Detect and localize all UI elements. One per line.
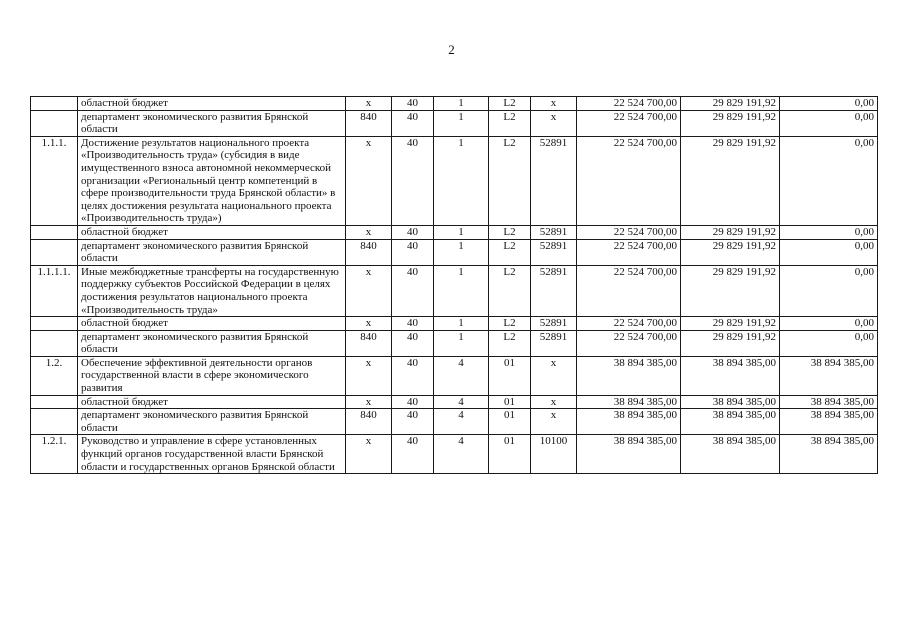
row-amount-1: 38 894 385,00 [577, 356, 681, 395]
row-code-3: 1 [434, 110, 489, 136]
row-amount-2: 29 829 191,92 [681, 265, 780, 316]
row-number: 1.1.1.1. [31, 265, 78, 316]
row-number: 1.2. [31, 356, 78, 395]
table-row [31, 409, 878, 435]
row-amount-1: 22 524 700,00 [577, 225, 681, 239]
row-amount-1: 38 894 385,00 [577, 409, 681, 435]
table-row [31, 330, 878, 356]
table-row [31, 136, 878, 225]
row-amount-3: 0,00 [780, 317, 878, 331]
row-name: Обеспечение эффективной деятельности органов государственной власти в сфере экономического развития [78, 356, 346, 395]
row-code-4: L2 [489, 136, 531, 225]
row-amount-2: 38 894 385,00 [681, 356, 780, 395]
row-code-2: 40 [392, 435, 434, 474]
row-amount-3: 38 894 385,00 [780, 356, 878, 395]
row-amount-2: 38 894 385,00 [681, 395, 780, 409]
row-amount-3: 0,00 [780, 136, 878, 225]
row-code-1: х [346, 136, 392, 225]
row-amount-3: 38 894 385,00 [780, 409, 878, 435]
row-code-4: 01 [489, 356, 531, 395]
table-row [31, 110, 878, 136]
row-code-4: 01 [489, 409, 531, 435]
row-number [31, 239, 78, 265]
row-code-2: 40 [392, 97, 434, 111]
row-amount-2: 29 829 191,92 [681, 136, 780, 225]
row-code-1: х [346, 225, 392, 239]
row-number [31, 110, 78, 136]
row-code-5: х [531, 409, 577, 435]
table-row [31, 97, 878, 111]
row-amount-3: 0,00 [780, 265, 878, 316]
row-code-3: 1 [434, 330, 489, 356]
row-code-4: 01 [489, 395, 531, 409]
row-code-1: 840 [346, 239, 392, 265]
row-name: областной бюджет [78, 97, 346, 111]
row-code-4: L2 [489, 97, 531, 111]
row-amount-1: 22 524 700,00 [577, 265, 681, 316]
row-code-5: х [531, 395, 577, 409]
row-code-2: 40 [392, 225, 434, 239]
row-number [31, 97, 78, 111]
row-code-4: L2 [489, 265, 531, 316]
row-code-1: х [346, 97, 392, 111]
row-name: областной бюджет [78, 225, 346, 239]
row-amount-2: 29 829 191,92 [681, 239, 780, 265]
row-amount-3: 38 894 385,00 [780, 435, 878, 474]
row-amount-2: 29 829 191,92 [681, 317, 780, 331]
row-amount-1: 38 894 385,00 [577, 395, 681, 409]
row-code-4: L2 [489, 317, 531, 331]
row-name: Руководство и управление в сфере установленных функций органов государственной власти Брянской области и государственных органов Брянской области [78, 435, 346, 474]
row-code-5: 52891 [531, 225, 577, 239]
page-number: 2 [448, 42, 455, 57]
row-amount-1: 22 524 700,00 [577, 317, 681, 331]
table-row [31, 395, 878, 409]
row-code-2: 40 [392, 136, 434, 225]
row-amount-3: 0,00 [780, 97, 878, 111]
row-code-3: 1 [434, 317, 489, 331]
row-amount-2: 29 829 191,92 [681, 330, 780, 356]
table-row [31, 225, 878, 239]
row-amount-2: 29 829 191,92 [681, 225, 780, 239]
row-number: 1.1.1. [31, 136, 78, 225]
row-code-1: х [346, 317, 392, 331]
row-name: областной бюджет [78, 317, 346, 331]
row-code-3: 4 [434, 356, 489, 395]
row-amount-1: 22 524 700,00 [577, 239, 681, 265]
row-number: 1.2.1. [31, 435, 78, 474]
row-amount-2: 38 894 385,00 [681, 435, 780, 474]
row-code-1: х [346, 395, 392, 409]
row-code-5: х [531, 110, 577, 136]
row-amount-2: 38 894 385,00 [681, 409, 780, 435]
row-code-3: 4 [434, 409, 489, 435]
row-amount-3: 0,00 [780, 225, 878, 239]
row-code-1: х [346, 356, 392, 395]
row-code-2: 40 [392, 110, 434, 136]
row-code-5: х [531, 356, 577, 395]
table-row [31, 239, 878, 265]
row-code-2: 40 [392, 317, 434, 331]
row-number [31, 317, 78, 331]
row-amount-2: 29 829 191,92 [681, 97, 780, 111]
row-code-5: 52891 [531, 330, 577, 356]
row-code-1: 840 [346, 330, 392, 356]
row-code-4: 01 [489, 435, 531, 474]
row-code-5: 52891 [531, 136, 577, 225]
row-name: департамент экономического развития Брянской области [78, 330, 346, 356]
row-amount-2: 29 829 191,92 [681, 110, 780, 136]
row-code-3: 1 [434, 225, 489, 239]
row-name: департамент экономического развития Брянской области [78, 409, 346, 435]
row-code-3: 1 [434, 136, 489, 225]
row-code-5: 52891 [531, 239, 577, 265]
row-code-3: 1 [434, 97, 489, 111]
row-code-4: L2 [489, 225, 531, 239]
row-code-2: 40 [392, 356, 434, 395]
row-code-2: 40 [392, 239, 434, 265]
table-body [31, 97, 878, 474]
row-code-3: 1 [434, 265, 489, 316]
row-code-3: 4 [434, 395, 489, 409]
row-code-3: 4 [434, 435, 489, 474]
table-row [31, 265, 878, 316]
row-amount-3: 0,00 [780, 330, 878, 356]
row-amount-3: 0,00 [780, 239, 878, 265]
row-amount-3: 38 894 385,00 [780, 395, 878, 409]
row-amount-1: 22 524 700,00 [577, 97, 681, 111]
row-number [31, 395, 78, 409]
row-number [31, 225, 78, 239]
row-amount-1: 22 524 700,00 [577, 330, 681, 356]
row-code-4: L2 [489, 239, 531, 265]
row-code-5: 10100 [531, 435, 577, 474]
row-number [31, 409, 78, 435]
row-code-3: 1 [434, 239, 489, 265]
row-code-2: 40 [392, 265, 434, 316]
row-code-2: 40 [392, 409, 434, 435]
row-name: Достижение результатов национального проекта «Производительность труда» (субсидия в виде имущественного взноса автономной некоммерческой организации «Региональный центр компетенций в сфере производительности труда Брянской области» в целях достижения результата национального проекта «Производительность труда») [78, 136, 346, 225]
row-name: департамент экономического развития Брянской области [78, 239, 346, 265]
row-code-4: L2 [489, 110, 531, 136]
row-code-2: 40 [392, 395, 434, 409]
budget-table [30, 96, 878, 474]
row-name: Иные межбюджетные трансферты на государственную поддержку субъектов Российской Федерации в целях достижения результатов национального проекта «Производительность труда» [78, 265, 346, 316]
table-row [31, 435, 878, 474]
row-code-5: 52891 [531, 265, 577, 316]
row-code-1: 840 [346, 409, 392, 435]
row-name: областной бюджет [78, 395, 346, 409]
table-row [31, 356, 878, 395]
row-code-1: х [346, 265, 392, 316]
row-code-2: 40 [392, 330, 434, 356]
row-code-5: х [531, 97, 577, 111]
row-amount-1: 22 524 700,00 [577, 110, 681, 136]
row-amount-1: 38 894 385,00 [577, 435, 681, 474]
row-code-1: х [346, 435, 392, 474]
row-amount-3: 0,00 [780, 110, 878, 136]
table-row [31, 317, 878, 331]
row-number [31, 330, 78, 356]
row-name: департамент экономического развития Брянской области [78, 110, 346, 136]
row-code-5: 52891 [531, 317, 577, 331]
row-amount-1: 22 524 700,00 [577, 136, 681, 225]
row-code-1: 840 [346, 110, 392, 136]
row-code-4: L2 [489, 330, 531, 356]
